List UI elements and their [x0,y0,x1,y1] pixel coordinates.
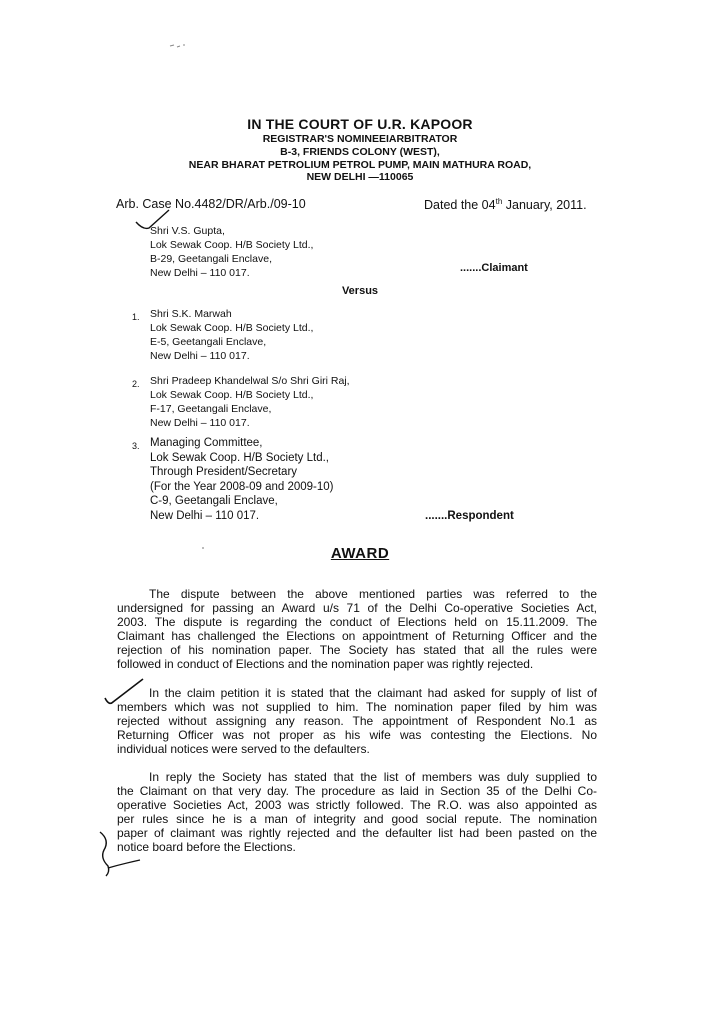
versus-label: Versus [341,285,379,297]
claimant-address [150,224,313,280]
respondent-number: 3. [132,441,140,451]
respondent-line: Lok Sewak Coop. H/B Society Ltd., [150,451,329,464]
paragraph-line: members which was not supplied to him. The nomination paper filed by him was [117,700,597,714]
award-paragraph-1 [117,587,597,671]
paragraph-line: In the claim petition it is stated that the claimant had asked for supply of list of [149,686,597,700]
paragraph-line: followed in conduct of Elections and the nomination paper was rightly rejected. [117,657,534,671]
respondent-line: Lok Sewak Coop. H/B Society Ltd., [150,322,314,334]
paragraph-line: rejected without assigning any reason. The appointment of Respondent No.1 as [117,714,597,728]
case-date-sup: th [495,197,503,206]
paragraph-line: paper of claimant was rightly rejected and the defaulter list had been pasted on the [117,826,597,840]
respondent-line: Shri S.K. Marwah [150,308,232,320]
respondent-line: Through President/Secretary [150,466,298,478]
respondent-line: Managing Committee, [150,437,263,449]
paragraph-line: undersigned for passing an Award u/s 71 of the Delhi Co-operative Societies Act, [117,601,597,615]
pen-mark-top [168,40,188,50]
respondent-line: E-5, Geetangali Enclave, [150,336,267,348]
respondent-2-address [150,374,350,430]
court-address-line3: NEW DELHI —110065 [306,171,414,180]
claimant-line: Lok Sewak Coop. H/B Society Ltd., [150,239,314,251]
claimant-label: .......Claimant [460,262,528,274]
paragraph-line: Claimant has challenged the Elections on appointment of Returning Officer and the [117,629,597,643]
respondent-line: Shri Pradeep Khandelwal S/o Shri Giri Raj, [150,375,350,387]
respondent-line: New Delhi – 110 017. [150,417,250,429]
respondent-1-address [150,307,313,363]
award-paragraph-3 [117,770,597,854]
paragraph-line: The dispute between the above mentioned parties was referred to the [149,587,597,601]
award-paragraph-2 [117,686,597,756]
case-date-prefix: Dated the 04 [424,198,496,213]
claimant-line: New Delhi – 110 017. [150,267,250,279]
claimant-line: Shri V.S. Gupta, [150,225,225,237]
respondent-3-address [150,436,334,523]
court-designation: REGISTRAR'S NOMINEEIARBITRATOR [262,133,458,145]
case-date [424,197,587,212]
court-address-line1: B-3, FRIENDS COLONY (WEST), [280,146,440,158]
respondent-number: 1. [132,312,140,322]
paragraph-line: notice board before the Elections. [117,840,296,854]
paragraph-line: the Claimant on that very day. The procedure as laid in Section 35 of the Delhi Co- [117,784,597,798]
respondent-line: F-17, Geetangali Enclave, [150,403,272,415]
court-title: IN THE COURT OF U.R. KAPOOR [247,116,473,132]
paragraph-line: per rules since he is a man of integrity and good social repute. The nomination [117,812,597,826]
respondent-line: (For the Year 2008-09 and 2009-10) [150,480,334,493]
paragraph-line: Returning Officer was not proper as his wife was contesting the Elections. No [117,728,597,742]
court-address-line2: NEAR BHARAT PETROLIUM PETROL PUMP, MAIN MATHURA ROAD, [188,159,532,171]
case-date-suffix: January, 2011. [502,198,587,213]
respondent-line: New Delhi – 110 017. [150,509,260,522]
paragraph-line: 2003. The dispute is regarding the conduct of Elections held on 15.11.2009. The [117,615,597,629]
claimant-line: B-29, Geetangali Enclave, [150,253,272,265]
paragraph-line: individual notices were served to the defaulters. [117,742,370,756]
paragraph-line: operative Societies Act, 2003 was strictly followed. The R.O. was also appointed as [117,798,597,812]
respondent-line: C-9, Geetangali Enclave, [150,495,278,507]
scan-speck [202,547,204,549]
paragraph-line: rejection of his nomination paper. The Society has stated that all the rules were [117,643,597,657]
respondent-line: New Delhi – 110 017. [150,350,250,362]
paragraph-line: In reply the Society has stated that the list of members was duly supplied to [149,770,597,784]
respondent-number: 2. [132,379,140,389]
case-number: Arb. Case No.4482/DR/Arb./09-10 [116,197,306,211]
respondent-label: .......Respondent [425,510,514,522]
handwritten-bracket-mark [96,830,146,878]
award-title: AWARD [330,545,390,562]
respondent-line: Lok Sewak Coop. H/B Society Ltd., [150,389,314,401]
